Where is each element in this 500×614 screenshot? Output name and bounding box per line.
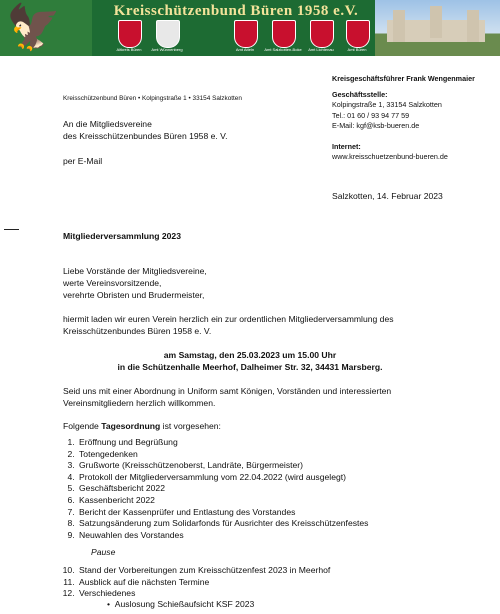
salutation-line: verehrte Obristen und Brudermeister, [63, 290, 205, 300]
castle-image [375, 0, 500, 56]
castle-tower [393, 10, 405, 42]
invitation-line: Kreisschützenbundes Büren 1958 e. V. [63, 326, 212, 336]
coat-of-arms-icon [156, 20, 180, 48]
recipient-line: An die Mitgliedsvereine [63, 119, 152, 129]
agenda-subitem-text: Auslosung Schießaufsicht KSF 2023 [114, 599, 255, 609]
agenda-item: 11. Ausblick auf die nächsten Termine [77, 577, 330, 589]
agenda-item: 1. Eröffnung und Begrüßung [77, 437, 368, 449]
agenda-item: 4. Protokoll der Mitgliederversammlung vom 22.04.2022 (wird ausgelegt) [77, 472, 368, 484]
fold-mark [4, 229, 19, 230]
agenda-item: 7. Bericht der Kassenprüfer und Entlastung des Vorstandes [77, 507, 368, 519]
agenda-item: 8. Satzungsänderung zum Solidarfonds für Ausrichter des Kreisschützenfestes [77, 518, 368, 530]
agenda-item: 9. Neuwahlen des Vorstandes [77, 530, 368, 542]
coat-of-arms-label: Amt Büren [347, 47, 367, 52]
coat-of-arms-label: Amt Wünnenberg [151, 47, 183, 52]
agenda-item: 12. Verschiedenes [77, 588, 330, 600]
delivery-note: per E-Mail [63, 156, 103, 166]
place-date: Salzkotten, 14. Februar 2023 [332, 191, 443, 201]
coat-of-arms-icon [346, 20, 370, 48]
agenda-intro [63, 421, 221, 432]
office-heading: Geschäftsstelle: [332, 90, 388, 99]
header-banner [0, 0, 500, 56]
recipient-line: des Kreisschützenbundes Büren 1958 e. V. [63, 131, 228, 141]
office-email[interactable]: E-Mail: kgf@ksb-bueren.de [332, 121, 420, 130]
agenda-item: 3. Grußworte (Kreisschützenoberst, Landräte, Bürgermeister) [77, 460, 368, 472]
castle-tower [467, 10, 479, 42]
agenda-intro-text: Folgende [63, 421, 102, 431]
website-link[interactable]: www.kreisschuetzenbund-bueren.de [332, 152, 448, 161]
coat-of-arms-label: Amt Salzkotten-Boke [264, 47, 302, 52]
internet-heading: Internet: [332, 142, 361, 151]
event-date: am Samstag, den 25.03.2023 um 15.00 Uhr [163, 350, 337, 360]
agenda-list [63, 437, 368, 541]
salutation-line: Liebe Vorstände der Mitgliedsvereine, [63, 266, 207, 276]
eagle-emblem [0, 0, 92, 56]
agenda-item: 6. Kassenbericht 2022 [77, 495, 368, 507]
coat-of-arms-label: Altkreis Büren [116, 47, 142, 52]
coat-of-arms-row [100, 20, 370, 56]
coat-of-arms-label: Amt Lichtenau [308, 47, 334, 52]
invitation-line: hiermit laden wir euren Verein herzlich ein zur ordentlichen Mitgliederversammlung des [63, 314, 394, 324]
agenda-item: 10. Stand der Vorbereitungen zum Kreisschützenfest 2023 in Meerhof [77, 565, 330, 577]
agenda-intro-bold: Tagesordnung [101, 421, 161, 431]
agenda-list-continued [58, 565, 330, 600]
salutation-line: werte Vereinsvorsitzende, [63, 278, 162, 288]
pause-label: Pause [91, 547, 116, 557]
office-street: Kolpingstraße 1, 33154 Salzkotten [332, 100, 442, 109]
agenda-item: 5. Geschäftsbericht 2022 [77, 483, 368, 495]
bullet-icon: • [107, 599, 115, 609]
welcome-line: Vereinsmitgliedern herzlich willkommen. [63, 398, 216, 408]
coat-of-arms-icon [118, 20, 142, 48]
event-location: in die Schützenhalle Meerhof, Dalheimer Str. 32, 34431 Marsberg. [117, 362, 383, 372]
coat-of-arms-label: Amt Atteln [235, 47, 255, 52]
welcome-line: Seid uns mit einer Abordnung in Uniform samt Königen, Vorständen und interessierten [63, 386, 392, 396]
eagle-icon: 🦅 [6, 3, 61, 52]
agenda-intro-text: ist vorgesehen: [160, 421, 221, 431]
coat-of-arms-icon [234, 20, 258, 48]
banner-title: Kreisschützenbund Büren 1958 e.V. [113, 3, 359, 19]
subject: Mitgliederversammlung 2023 [63, 231, 181, 241]
agenda-subitem [107, 599, 254, 610]
coat-of-arms-icon [272, 20, 296, 48]
agenda-item: 2. Totengedenken [77, 449, 368, 461]
manager-name: Kreisgeschäftsführer Frank Wengenmaier [332, 74, 475, 83]
office-phone: Tel.: 01 60 / 93 94 77 59 [332, 111, 410, 120]
sender-line: Kreisschützenbund Büren • Kolpingstraße 1 • 33154 Salzkotten [63, 95, 242, 102]
castle-tower [430, 6, 442, 38]
coat-of-arms-icon [310, 20, 334, 48]
